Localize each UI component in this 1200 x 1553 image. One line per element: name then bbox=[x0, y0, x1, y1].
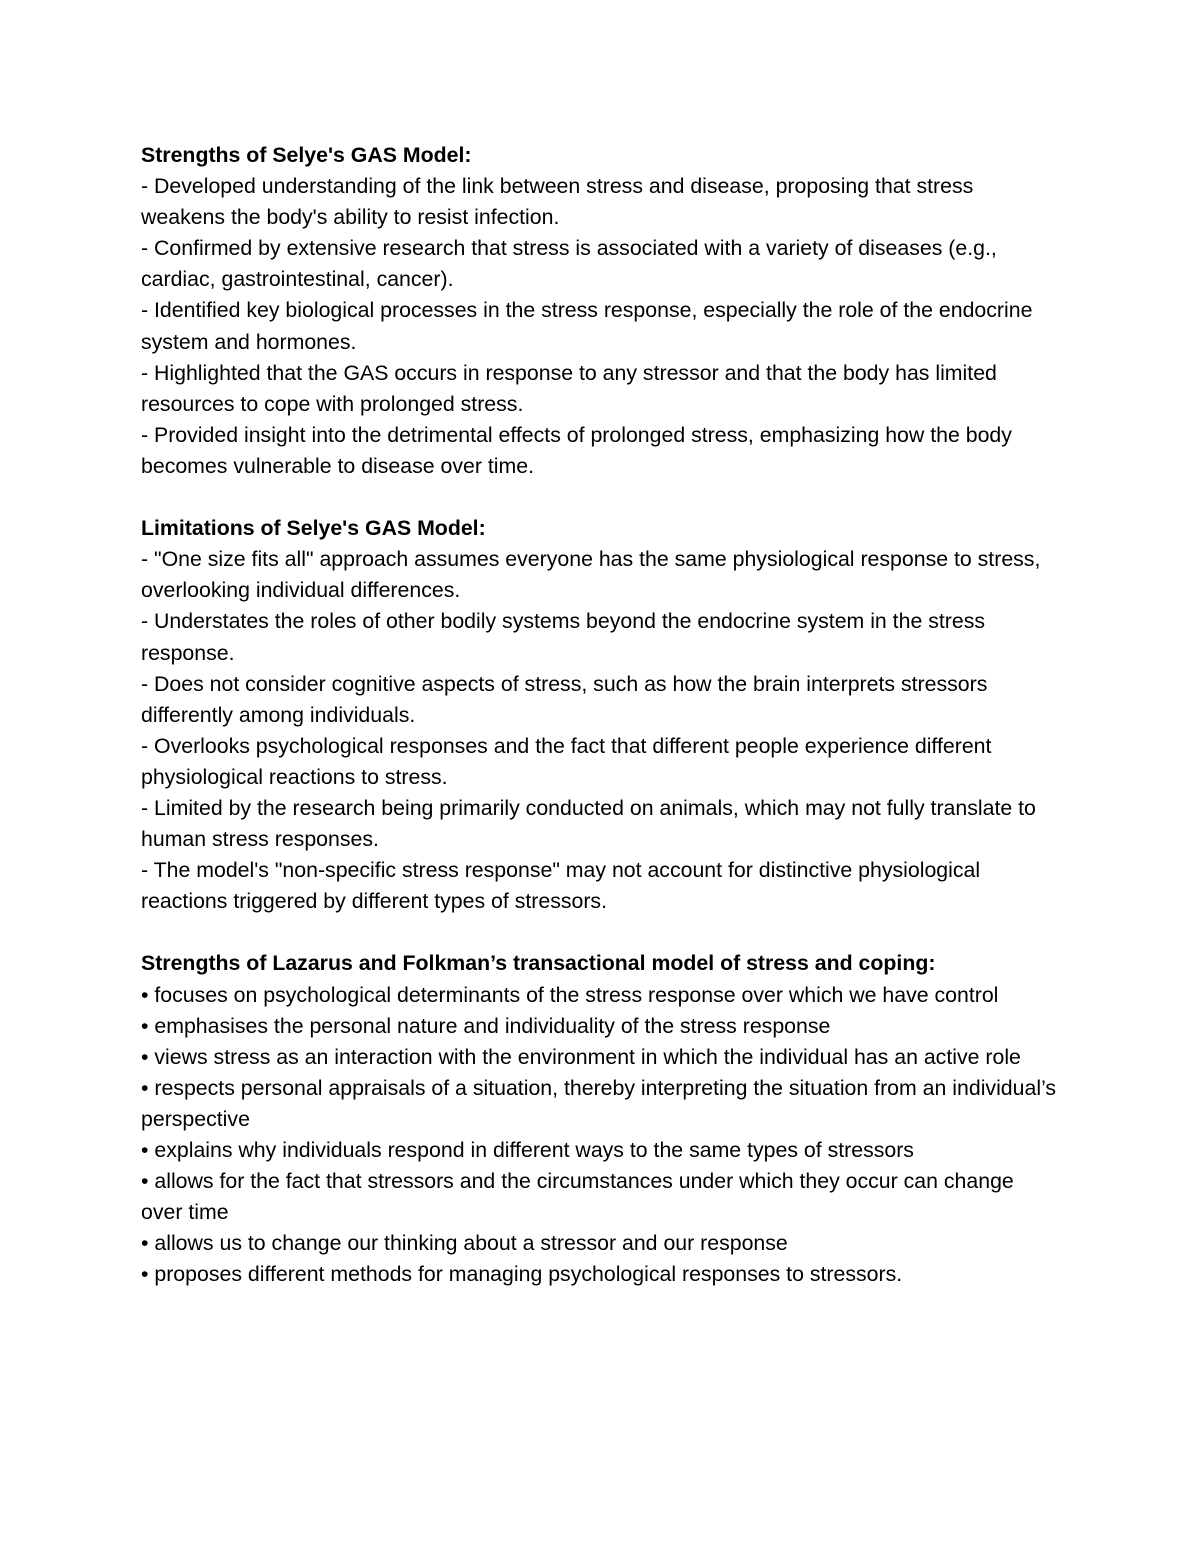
list-item: • focuses on psychological determinants of the stress response over which we have control bbox=[141, 982, 999, 1007]
document-page bbox=[141, 140, 1061, 1290]
list-item: - Overlooks psychological responses and the fact that different people experience different physiological reactions to stress. bbox=[141, 733, 992, 789]
list-item: - Limited by the research being primarily conducted on animals, which may not fully translate to human stress responses. bbox=[141, 795, 1036, 852]
list-item: • views stress as an interaction with the environment in which the individual has an active role bbox=[141, 1044, 1021, 1069]
section-heading: Strengths of Lazarus and Folkman’s transactional model of stress and coping: bbox=[141, 951, 936, 976]
item-list bbox=[141, 980, 1061, 1291]
list-item: - Confirmed by extensive research that stress is associated with a variety of diseases (e.g., cardiac, gastrointestinal, cancer). bbox=[141, 236, 997, 292]
list-item: - Identified key biological processes in the stress response, especially the role of the endocrine system and hormones. bbox=[141, 298, 1033, 354]
item-list bbox=[141, 544, 1061, 917]
item-list bbox=[141, 171, 1061, 482]
list-item: • proposes different methods for managing psychological responses to stressors. bbox=[141, 1262, 903, 1287]
list-item: • respects personal appraisals of a situation, thereby interpreting the situation from an individual’s perspective bbox=[141, 1075, 1057, 1131]
list-item: - Developed understanding of the link between stress and disease, proposing that stress weakens the body's ability to resist infection. bbox=[141, 174, 974, 230]
section-gas-limitations bbox=[141, 513, 1061, 917]
list-item: - Highlighted that the GAS occurs in response to any stressor and that the body has limited resources to cope with prolonged stress. bbox=[141, 360, 997, 416]
section-transactional-strengths bbox=[141, 948, 1061, 1290]
list-item: - Does not consider cognitive aspects of stress, such as how the brain interprets stressors differently among individuals. bbox=[141, 671, 988, 727]
list-item: - Understates the roles of other bodily systems beyond the endocrine system in the stress response. bbox=[141, 609, 986, 665]
list-item: • explains why individuals respond in different ways to the same types of stressors bbox=[141, 1138, 914, 1162]
list-item: • emphasises the personal nature and individuality of the stress response bbox=[141, 1013, 831, 1038]
list-item: • allows for the fact that stressors and the circumstances under which they occur can change over time bbox=[141, 1169, 1014, 1225]
list-item: - The model's "non-specific stress response" may not account for distinctive physiological reactions triggered by different types of stressors. bbox=[141, 858, 981, 914]
list-item: - "One size fits all" approach assumes everyone has the same physiological response to stress, overlooking individual differences. bbox=[141, 547, 1041, 603]
section-gas-strengths bbox=[141, 140, 1061, 482]
list-item: - Provided insight into the detrimental effects of prolonged stress, emphasizing how the body becomes vulnerable to disease over time. bbox=[141, 422, 1012, 478]
section-heading: Strengths of Selye's GAS Model: bbox=[141, 143, 472, 167]
section-heading: Limitations of Selye's GAS Model: bbox=[141, 516, 486, 541]
list-item: • allows us to change our thinking about a stressor and our response bbox=[141, 1231, 788, 1256]
